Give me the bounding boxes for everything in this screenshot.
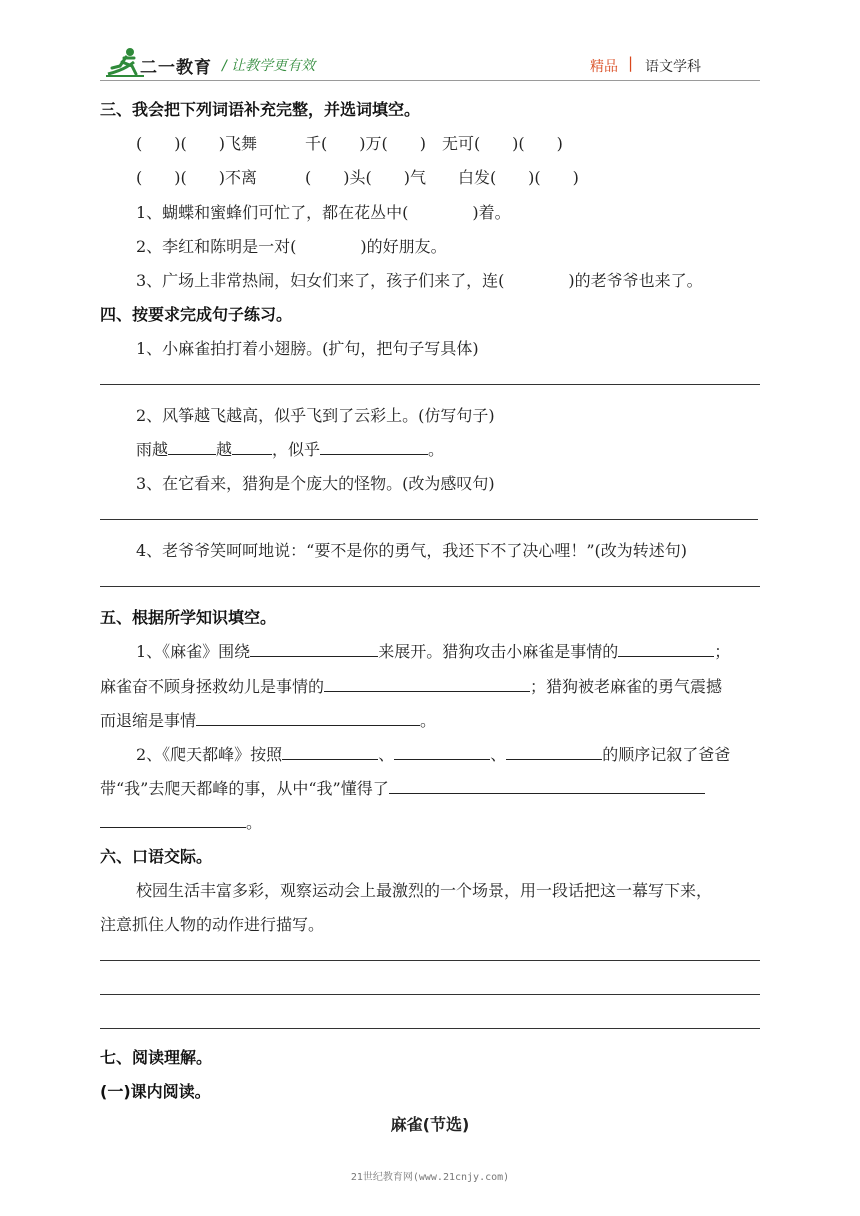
knowledge-text: 2、《爬天都峰》按照 [136,745,283,764]
imitation-part-b: 越 [216,440,233,459]
knowledge-line-3 [100,708,436,731]
slogan: / 让教学更有效 [222,58,316,74]
footer-source: 21世纪教育网(www.21cnjy.com) [350,1172,510,1183]
fill-question-3: 3、广场上非常热闹，妇女们来了，孩子们来了，连( )的老爷爷也来了。 [136,271,703,290]
knowledge-blank-9[interactable] [100,810,246,828]
sentence-question-1: 1、小麻雀拍打着小翅膀。(扩句，把句子写具体) [136,339,479,358]
knowledge-text: 1、《麻雀》围绕 [136,642,251,661]
section-3-title: 三、我会把下列词语补充完整，并选词填空。 [100,100,421,119]
section-4-title: 四、按要求完成句子练习。 [100,305,293,324]
knowledge-blank-4[interactable] [196,708,420,726]
answer-line-3[interactable] [100,586,760,587]
knowledge-text: ；猎狗被老麻雀的勇气震撼 [530,677,723,696]
passage-title: 麻雀(节选) [390,1115,470,1134]
knowledge-line-1 [136,639,730,662]
knowledge-text: 来展开。猎狗攻击小麻雀是事情的 [378,642,619,661]
knowledge-blank-6[interactable] [394,742,490,760]
idiom-row-1: ( )( )飞舞 千( )万( ) 无可( )( ) [136,134,563,153]
knowledge-blank-8[interactable] [389,776,705,794]
header-divider [100,80,760,81]
fill-question-1: 1、蝴蝶和蜜蜂们可忙了，都在花丛中( )着。 [136,203,511,222]
oral-prompt-line-2: 注意抓住人物的动作进行描写。 [100,915,325,934]
header-separator: | [628,54,634,72]
knowledge-blank-1[interactable] [250,639,378,657]
sentence-question-3: 3、在它看来，猎狗是个庞大的怪物。(改为感叹句) [136,474,495,493]
knowledge-text: 而退缩是事情 [100,711,197,730]
fill-question-2: 2、李红和陈明是一对( )的好朋友。 [136,237,447,256]
answer-line-1[interactable] [100,384,760,385]
premium-label: 精品 [590,59,618,75]
logo-text: 二一教育 [140,58,212,78]
reading-subtitle: (一)课内阅读。 [100,1082,211,1101]
idiom-row-2: ( )( )不离 ( )头( )气 白发( )( ) [136,168,579,187]
imitation-blank-1[interactable] [168,437,216,455]
writing-line-2[interactable] [100,994,760,995]
imitation-part-a: 雨越 [136,440,169,459]
knowledge-line-5 [100,776,705,799]
knowledge-text: 。 [420,711,437,730]
knowledge-text: 、 [490,745,507,764]
knowledge-blank-7[interactable] [506,742,602,760]
writing-line-3[interactable] [100,1028,760,1029]
knowledge-text: 麻雀奋不顾身拯救幼儿是事情的 [100,677,325,696]
imitation-blank-3[interactable] [320,437,428,455]
section-5-title: 五、根据所学知识填空。 [100,608,277,627]
oral-prompt-line-1: 校园生活丰富多彩，观察运动会上最激烈的一个场景，用一段话把这一幕写下来， [136,881,713,900]
knowledge-text: 带“我”去爬天都峰的事，从中“我”懂得了 [100,779,389,798]
knowledge-blank-5[interactable] [282,742,378,760]
subject-label: 语文学科 [645,59,701,75]
knowledge-text: 的顺序记叙了爸爸 [602,745,731,764]
knowledge-text: ； [714,642,731,661]
knowledge-text: 。 [246,813,263,832]
section-7-title: 七、阅读理解。 [100,1048,213,1067]
knowledge-line-6 [100,810,262,833]
sentence-question-4: 4、老爷爷笑呵呵地说：“要不是你的勇气，我还下不了决心哩！”(改为转述句) [136,541,688,560]
knowledge-blank-3[interactable] [324,674,530,692]
imitation-part-c: ，似乎 [272,440,321,459]
imitation-line [136,437,444,460]
knowledge-line-4 [136,742,730,765]
answer-line-2[interactable] [100,519,758,520]
sentence-question-2: 2、风筝越飞越高，似乎飞到了云彩上。(仿写句子) [136,406,495,425]
section-6-title: 六、口语交际。 [100,847,213,866]
knowledge-line-2 [100,674,722,697]
knowledge-blank-2[interactable] [618,639,714,657]
imitation-blank-2[interactable] [232,437,272,455]
imitation-part-d: 。 [428,440,445,459]
writing-line-1[interactable] [100,960,760,961]
knowledge-text: 、 [378,745,395,764]
